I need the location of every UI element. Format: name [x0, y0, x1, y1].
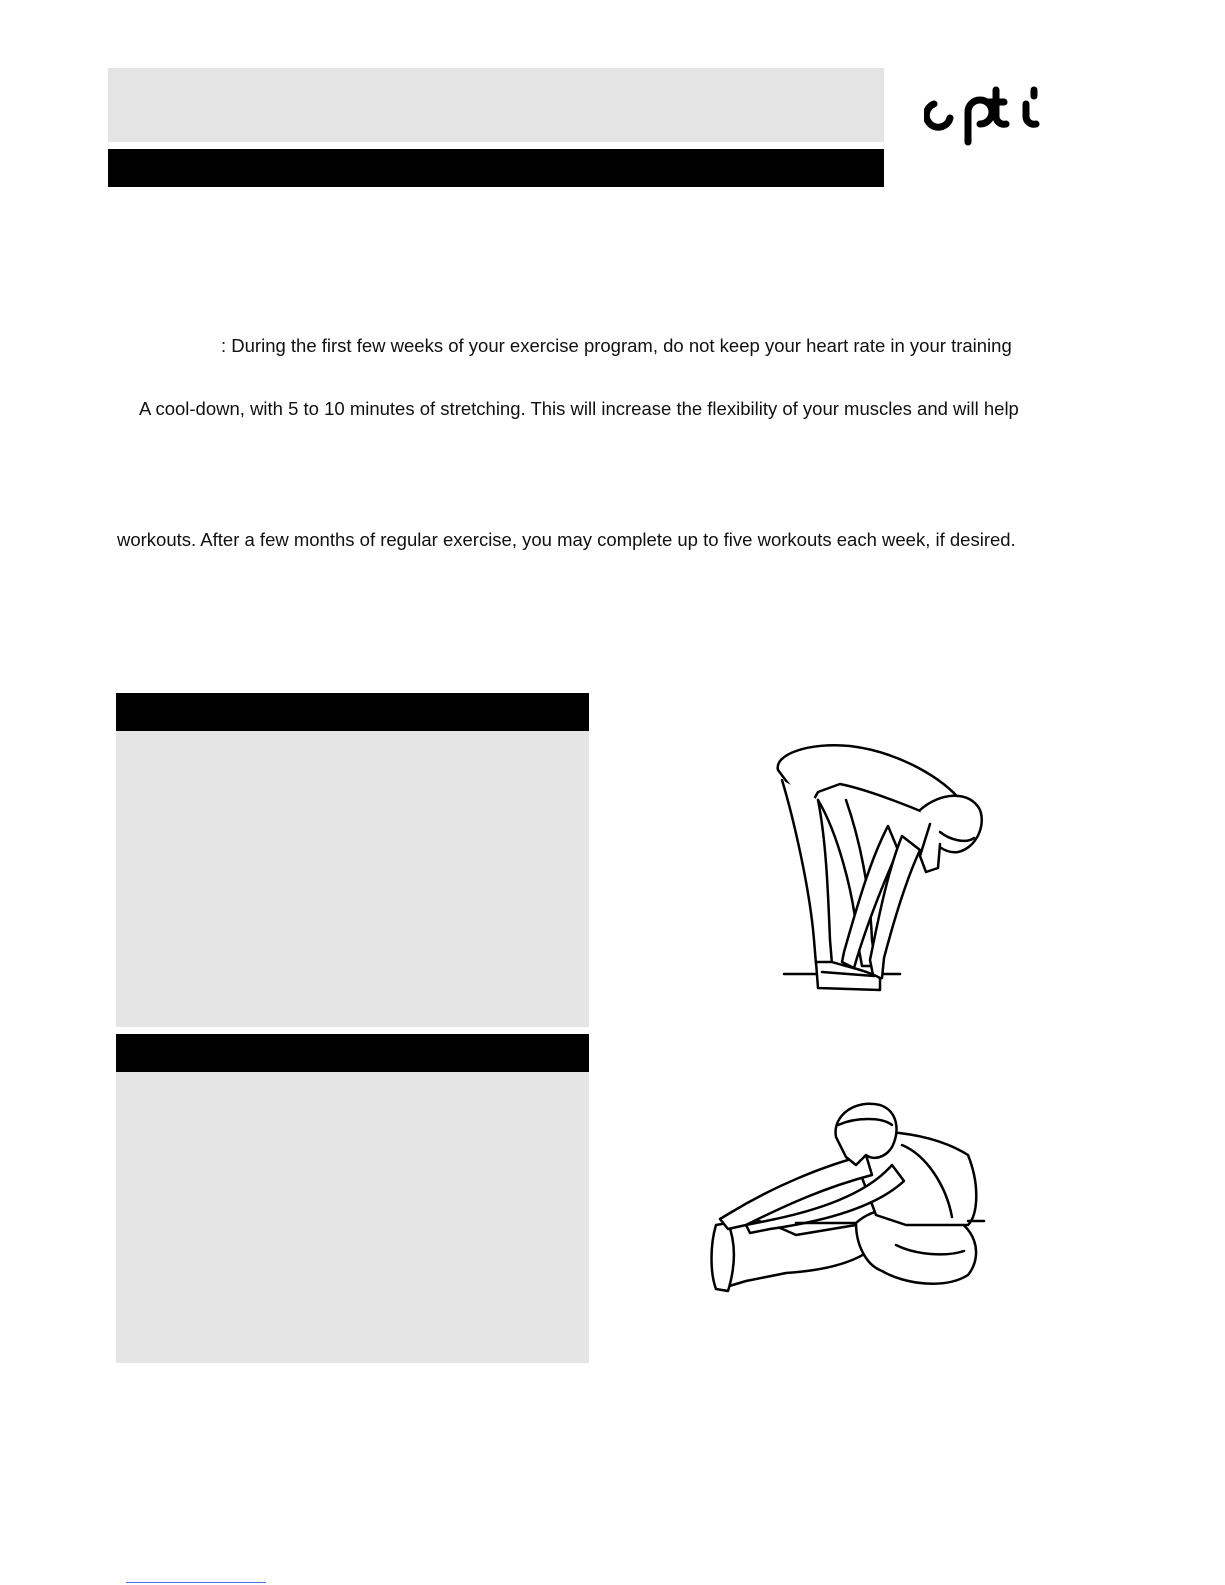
standing-toe-touch-figure-icon [770, 740, 1005, 1000]
footer-link-underline[interactable] [126, 1582, 266, 1583]
seated-hamstring-stretch-figure-icon [706, 1095, 996, 1295]
stretch-panel-1-header [116, 693, 589, 731]
header-title-band [108, 68, 884, 142]
body-paragraph-line: : During the first few weeks of your exercise program, do not keep your heart rate in your training [221, 335, 1012, 356]
stretch-panel-1 [116, 693, 589, 1027]
stretch-panel-2-header [116, 1034, 589, 1072]
opti-logo-icon [924, 78, 1064, 148]
body-paragraph-line: A cool-down, with 5 to 10 minutes of stretching. This will increase the flexibility of your muscles and will help [139, 398, 1019, 419]
header-subtitle-bar [108, 149, 884, 187]
body-paragraph-line: workouts. After a few months of regular exercise, you may complete up to five workouts each week, if desired. [117, 529, 1016, 550]
stretch-panel-2 [116, 1034, 589, 1363]
